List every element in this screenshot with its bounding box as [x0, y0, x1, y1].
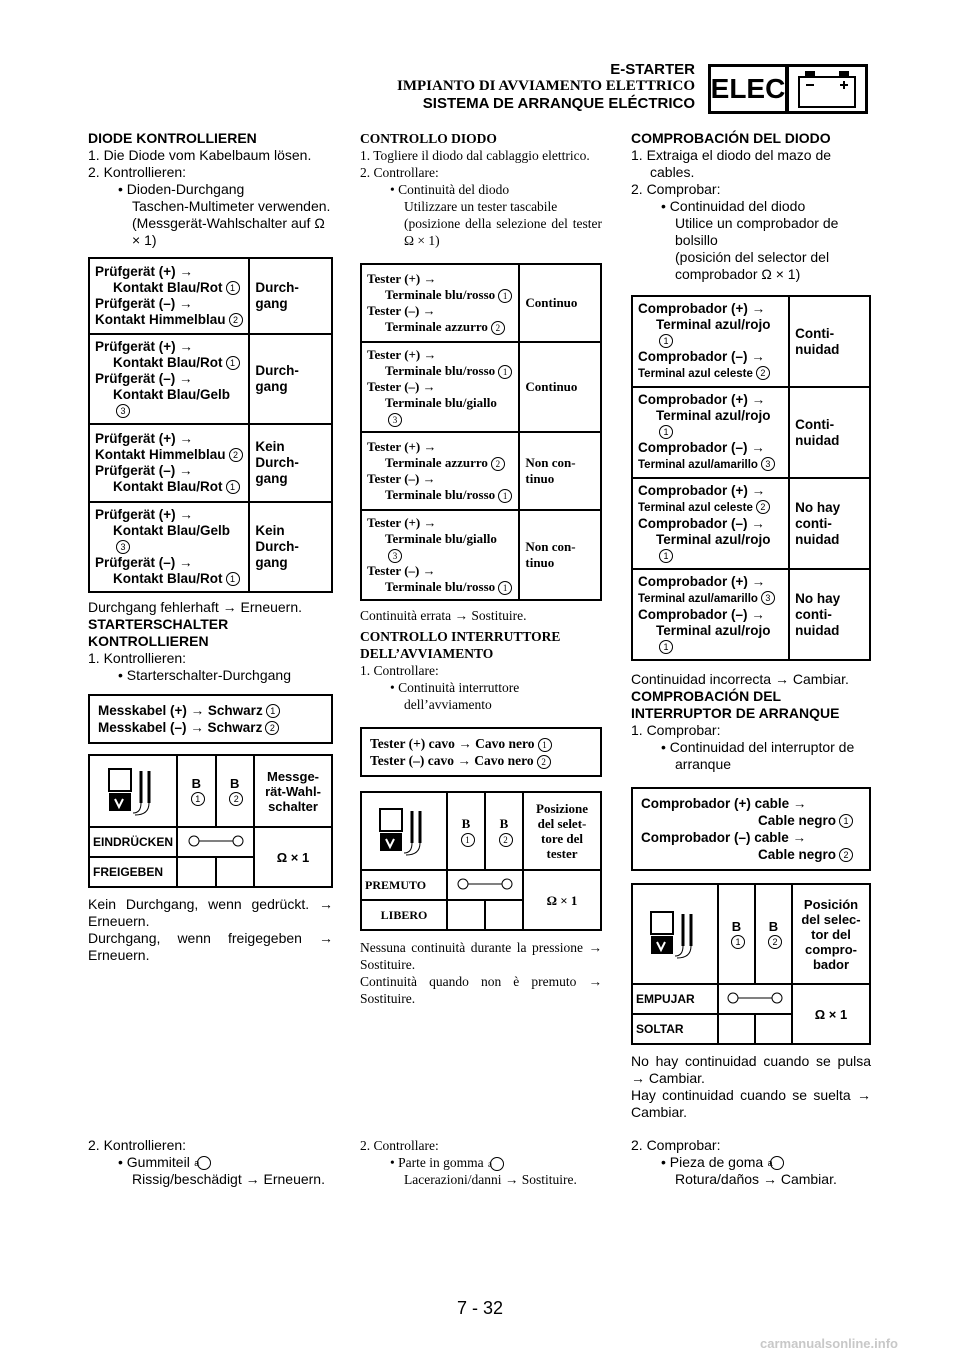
table-row: [632, 296, 870, 387]
es-col-head: Posición del selec-tor del compro-bador: [792, 884, 870, 984]
de-cell-result: Kein Durch-gang: [249, 502, 332, 592]
de-row-label: FREIGEBEN: [89, 857, 177, 887]
es-cell-result: Conti-nuidad: [789, 296, 870, 387]
table-row: [89, 424, 332, 502]
it-s1-bullet: • Continuità interruttore dell’avviamento: [390, 680, 520, 713]
it-note2: Continuità quando non è premuto → Sostituire.: [360, 974, 602, 1007]
es-detail1: Utilice un comprobador de bolsillo: [675, 215, 839, 248]
it-b-bullet: • Parte in gomma a: [360, 1154, 602, 1171]
it-title2: CONTROLLO INTERRUTTORE DELL’AVVIAMENTO: [360, 629, 561, 662]
de-range: Ω × 1: [254, 827, 332, 887]
it-cell-probe: Tester (+) → Terminale blu/rosso 1 Tester (–) → Terminale blu/giallo3: [361, 342, 519, 432]
de-detail2: (Messgerät-Wahlschalter auf Ω × 1): [132, 215, 325, 248]
de-note2: Durchgang, wenn freigegeben → Erneuern.: [88, 930, 333, 963]
empty-cell: [177, 857, 215, 887]
table-row: [89, 827, 332, 857]
es-step1: 1. Extraiga el diodo del mazo de cables.: [631, 147, 832, 180]
multimeter-icon-svg: [105, 763, 161, 817]
es-diode-table: [631, 295, 871, 661]
battery-icon: [786, 64, 868, 114]
empty-cell: [485, 900, 523, 930]
es-row-label: SOLTAR: [632, 1014, 718, 1044]
it-note1: Nessuna continuità durante la pressione → Sostituire.: [360, 940, 602, 973]
de-row-label: EINDRÜCKEN: [89, 827, 177, 857]
es-cell-probe: Comprobador (+) → Terminal azul/rojo1 Comprobador (–) → Terminal azul celeste 2: [632, 296, 789, 387]
es-title: COMPROBACIÓN DEL DIODO: [631, 130, 831, 146]
de-step2: 2. Kontrollieren:: [88, 164, 187, 180]
de-b-detail: Rissig/beschädigt → Erneuern.: [132, 1171, 325, 1187]
de-s1-bullet: • Starterschalter-Durchgang: [118, 667, 291, 683]
it-fault: Continuità errata → Sostituire.: [360, 608, 527, 624]
de-cell-result: Durch-gang: [249, 334, 332, 424]
it-range: Ω × 1: [523, 870, 601, 930]
table-row: [361, 870, 601, 900]
it-col-b2: B 2: [485, 792, 523, 870]
es-b-detail: Rotura/daños → Cambiar.: [675, 1171, 837, 1187]
es-bottom: [631, 1137, 871, 1188]
empty-cell: [755, 1014, 792, 1044]
de-cell-probe: Prüfgerät (+) → Kontakt Blau/Rot 1 Prüfgerät (–) → Kontakt Himmelblau 2: [89, 258, 249, 334]
it-bullet: • Continuità del diodo: [390, 182, 510, 197]
de-col-b1: B 1: [177, 755, 215, 827]
column-spanish: [631, 130, 871, 1121]
it-cell-result: Non con-tinuo: [519, 432, 601, 510]
de-b-bullet: • Gummiteil a: [88, 1154, 333, 1171]
table-row: [89, 334, 332, 424]
de-fault: Durchgang fehlerhaft → Erneuern.: [88, 599, 303, 615]
page-number: 7 - 32: [456, 1298, 504, 1318]
it-s1: 1. Controllare:: [360, 663, 439, 679]
es-title2: COMPROBACIÓN DEL INTERRUPTOR DE ARRANQUE: [631, 688, 840, 721]
de-s1: 1. Kontrollieren:: [88, 650, 187, 666]
it-cell-result: Continuo: [519, 342, 601, 432]
battery-icon-svg: [789, 67, 865, 111]
it-cell-probe: Tester (+) → Terminale blu/giallo3 Tester (–) → Terminale blu/rosso 1: [361, 510, 519, 600]
multimeter-icon: [89, 755, 177, 827]
es-s1: 1. Comprobar:: [631, 722, 721, 738]
es-switch-table: [631, 883, 871, 1045]
es-cell-result: No hay conti-nuidad: [789, 569, 870, 660]
it-b-step: 2. Controllare:: [360, 1138, 439, 1153]
table-row: [361, 432, 601, 510]
de-note1: Kein Durchgang, wenn gedrückt. → Erneuern.: [88, 896, 333, 929]
column-german: [88, 130, 333, 964]
de-col-head: Messge-rät-Wahl-schalter: [254, 755, 332, 827]
table-row: [632, 984, 870, 1014]
section-label: ELEC: [710, 73, 786, 104]
it-detail1: Utilizzare un tester tascabile: [404, 199, 558, 214]
header-line3: SISTEMA DE ARRANQUE ELÉCTRICO: [422, 95, 695, 112]
table-row: [89, 258, 332, 334]
table-row: [361, 510, 601, 600]
table-row: [89, 755, 332, 827]
it-col-head: Posizione del selet-tore del tester: [523, 792, 601, 870]
empty-cell: [447, 900, 485, 930]
es-note2: Hay continuidad cuando se suelta → Cambiar.: [631, 1087, 871, 1120]
es-cell-result: Conti-nuidad: [789, 387, 870, 478]
es-b-bullet: • Pieza de goma a: [631, 1154, 871, 1171]
de-switch-table: [88, 754, 333, 888]
multimeter-icon: [632, 884, 718, 984]
continuity-line-icon: [447, 870, 523, 900]
es-range: Ω × 1: [792, 984, 870, 1044]
it-switch-table: [360, 791, 602, 931]
table-row: [361, 264, 601, 342]
it-col-b1: B 1: [447, 792, 485, 870]
header-line1: E-STARTER: [610, 61, 695, 78]
es-bullet: • Continuidad del diodo: [661, 198, 806, 214]
it-row-label: LIBERO: [361, 900, 447, 930]
de-leads-box: Messkabel (+) → Schwarz 1 Messkabel (–) → Schwarz 2: [88, 694, 333, 744]
es-note1: No hay continuidad cuando se pulsa → Cambiar.: [631, 1053, 871, 1086]
it-diode-table: [360, 263, 602, 601]
table-row: [632, 569, 870, 660]
empty-cell: [718, 1014, 755, 1044]
table-row: [89, 502, 332, 592]
it-cell-probe: Tester (+) → Terminale blu/rosso 1 Tester (–) → Terminale azzurro 2: [361, 264, 519, 342]
header-line2: IMPIANTO DI AVVIAMENTO ELETTRICO: [397, 78, 695, 94]
de-cell-probe: Prüfgerät (+) → Kontakt Blau/Gelb3 Prüfgerät (–) → Kontakt Blau/Rot 1: [89, 502, 249, 592]
it-step1: 1. Togliere il diodo dal cablaggio elettrico.: [360, 148, 590, 163]
it-leads-box: Tester (+) cavo → Cavo nero 1 Tester (–) cavo → Cavo nero 2: [360, 727, 602, 777]
de-bullet: • Dioden-Durchgang: [118, 181, 245, 197]
es-leads-box: Comprobador (+) cable → Cable negro 1 Comprobador (–) cable → Cable negro 2: [631, 787, 871, 871]
it-detail2: (posizione della selezione del tester Ω × 1): [404, 216, 602, 248]
es-cell-result: No hay conti-nuidad: [789, 478, 870, 569]
es-cell-probe: Comprobador (+) → Terminal azul/amarillo 3 Comprobador (–) → Terminal azul/rojo1: [632, 569, 789, 660]
de-bottom: [88, 1137, 333, 1188]
de-col-b2: B 2: [216, 755, 255, 827]
it-row-label: PREMUTO: [361, 870, 447, 900]
es-step2: 2. Comprobar:: [631, 181, 721, 197]
de-title2: STARTERSCHALTER KONTROLLIEREN: [88, 616, 229, 649]
de-cell-probe: Prüfgerät (+) → Kontakt Blau/Rot 1 Prüfgerät (–) → Kontakt Blau/Gelb3: [89, 334, 249, 424]
es-fault: Continuidad incorrecta → Cambiar.: [631, 671, 849, 687]
it-step2: 2. Controllare:: [360, 165, 439, 180]
column-italian: [360, 130, 602, 1007]
de-cell-probe: Prüfgerät (+) → Kontakt Himmelblau 2 Prüfgerät (–) → Kontakt Blau/Rot 1: [89, 424, 249, 502]
it-bottom: [360, 1137, 602, 1188]
it-title: CONTROLLO DIODO: [360, 131, 497, 146]
es-detail2: (posición del selector del comprobador Ω × 1): [675, 249, 830, 282]
continuity-line-icon: [718, 984, 792, 1014]
es-row-label: EMPUJAR: [632, 984, 718, 1014]
table-row: [361, 792, 601, 870]
empty-cell: [216, 857, 255, 887]
multimeter-icon-svg: [376, 803, 432, 857]
table-row: [632, 387, 870, 478]
it-cell-result: Continuo: [519, 264, 601, 342]
multimeter-icon-svg: [647, 906, 703, 960]
table-row: [632, 478, 870, 569]
de-step1: 1. Die Diode vom Kabelbaum lösen.: [88, 147, 312, 163]
de-detail1: Taschen-Multimeter verwenden.: [132, 198, 331, 214]
multimeter-icon: [361, 792, 447, 870]
es-cell-probe: Comprobador (+) → Terminal azul celeste 2 Comprobador (–) → Terminal azul/rojo1: [632, 478, 789, 569]
watermark: carmanualsonline.info: [760, 1336, 898, 1351]
it-b-detail: Lacerazioni/danni → Sostituire.: [404, 1172, 577, 1187]
es-col-b2: B 2: [755, 884, 792, 984]
de-cell-result: Durch-gang: [249, 258, 332, 334]
it-cell-result: Non con-tinuo: [519, 510, 601, 600]
it-cell-probe: Tester (+) → Terminale azzurro 2 Tester (–) → Terminale blu/rosso 1: [361, 432, 519, 510]
section-badge: [708, 64, 788, 114]
es-b-step: 2. Comprobar:: [631, 1137, 721, 1153]
table-row: [361, 342, 601, 432]
de-b-step: 2. Kontrollieren:: [88, 1137, 187, 1153]
table-row: [632, 884, 870, 984]
es-cell-probe: Comprobador (+) → Terminal azul/rojo1 Comprobador (–) → Terminal azul/amarillo 3: [632, 387, 789, 478]
es-col-b1: B 1: [718, 884, 755, 984]
de-diode-table: [88, 257, 333, 593]
continuity-line-icon: [177, 827, 254, 857]
de-title: DIODE KONTROLLIEREN: [88, 130, 257, 146]
de-cell-result: Kein Durch-gang: [249, 424, 332, 502]
es-s1-bullet: • Continuidad del interruptor de arranque: [661, 739, 855, 772]
